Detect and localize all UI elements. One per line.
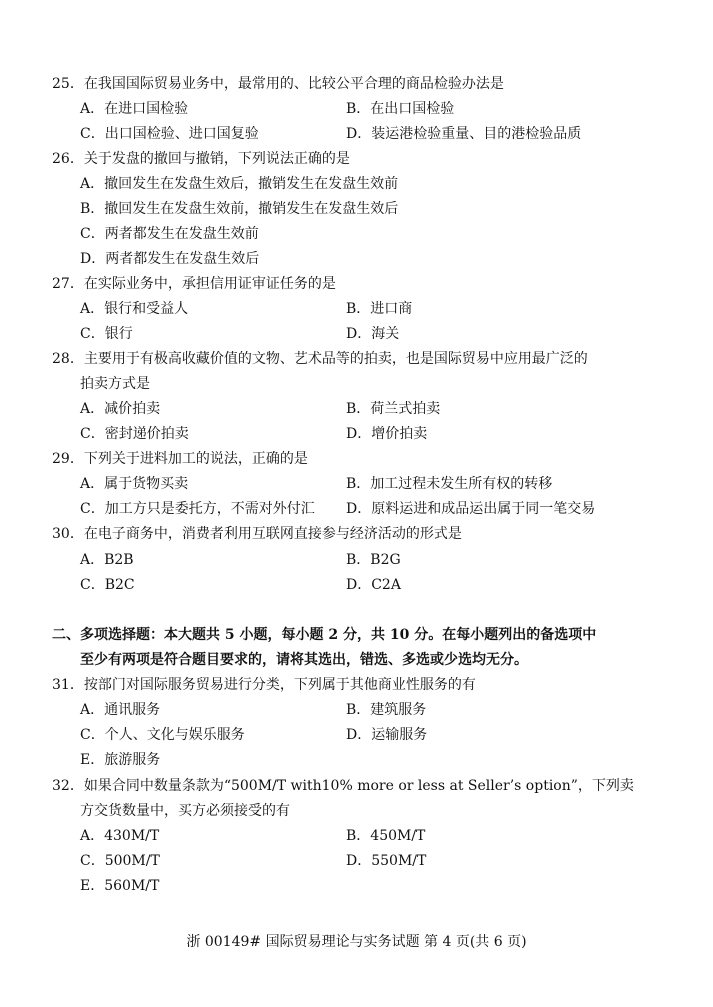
option-29c: C．加工方只是委托方，不需对外付汇 bbox=[80, 501, 315, 517]
option-30d: D．C2A bbox=[346, 577, 401, 593]
option-30c: C．B2C bbox=[80, 577, 135, 593]
question-29: 29．下列关于进料加工的说法，正确的是 bbox=[52, 451, 308, 467]
option-26a: A．撤回发生在发盘生效后，撤销发生在发盘生效前 bbox=[80, 176, 399, 192]
question-30: 30．在电子商务中，消费者利用互联网直接参与经济活动的形式是 bbox=[52, 526, 462, 542]
option-26b: B．撤回发生在发盘生效前，撤销发生在发盘生效后 bbox=[80, 201, 399, 217]
option-28a: A．减价拍卖 bbox=[80, 401, 161, 417]
question-28: 28．主要用于有极高收藏价值的文物、艺术品等的拍卖，也是国际贸易中应用最广泛的 bbox=[52, 351, 588, 367]
option-32d: D．550M/T bbox=[346, 853, 427, 869]
page-footer: 浙 00149# 国际贸易理论与实务试题 第 4 页(共 6 页) bbox=[186, 934, 527, 950]
option-26c: C．两者都发生在发盘生效前 bbox=[80, 226, 259, 242]
option-32c: C．500M/T bbox=[80, 853, 160, 869]
option-27c: C．银行 bbox=[80, 326, 133, 342]
option-32b: B．450M/T bbox=[346, 828, 426, 844]
option-28d: D．增价拍卖 bbox=[346, 426, 428, 442]
option-29a: A．属于货物买卖 bbox=[80, 476, 189, 492]
option-30a: A．B2B bbox=[80, 552, 134, 568]
question-32-cont: 方交货数量中，买方必须接受的有 bbox=[80, 803, 290, 819]
option-25a: A．在进口国检验 bbox=[80, 101, 189, 117]
option-25b: B．在出口国检验 bbox=[346, 101, 455, 117]
option-27a: A．银行和受益人 bbox=[80, 301, 189, 317]
option-31a: A．通讯服务 bbox=[80, 702, 161, 718]
option-32e: E．560M/T bbox=[80, 878, 160, 894]
option-26d: D．两者都发生在发盘生效后 bbox=[80, 251, 260, 267]
option-27b: B．进口商 bbox=[346, 301, 413, 317]
option-31e: E．旅游服务 bbox=[80, 752, 161, 768]
option-31b: B．建筑服务 bbox=[346, 702, 427, 718]
option-29b: B．加工过程未发生所有权的转移 bbox=[346, 476, 553, 492]
option-30b: B．B2G bbox=[346, 552, 401, 568]
option-28c: C．密封递价拍卖 bbox=[80, 426, 189, 442]
question-31: 31．按部门对国际服务贸易进行分类，下列属于其他商业性服务的有 bbox=[52, 677, 476, 693]
option-28b: B．荷兰式拍卖 bbox=[346, 401, 441, 417]
question-25: 25．在我国国际贸易业务中，最常用的、比较公平合理的商品检验办法是 bbox=[52, 76, 504, 92]
option-31c: C．个人、文化与娱乐服务 bbox=[80, 727, 245, 743]
question-28-cont: 拍卖方式是 bbox=[80, 376, 150, 392]
option-25c: C．出口国检验、进口国复验 bbox=[80, 126, 259, 142]
option-27d: D．海关 bbox=[346, 326, 400, 342]
option-29d: D．原料运进和成品运出属于同一笔交易 bbox=[346, 501, 596, 517]
question-32: 32．如果合同中数量条款为“500M/T with10% more or less at Seller’s option”，下列卖 bbox=[52, 778, 634, 794]
option-31d: D．运输服务 bbox=[346, 727, 428, 743]
section-heading-cont: 至少有两项是符合题目要求的，请将其选出，错选、多选或少选均无分。 bbox=[80, 652, 528, 668]
section-heading: 二、多项选择题：本大题共 5 小题，每小题 2 分，共 10 分。在每小题列出的备选项中 bbox=[52, 627, 597, 643]
option-25d: D．装运港检验重量、目的港检验品质 bbox=[346, 126, 582, 142]
option-32a: A．430M/T bbox=[80, 828, 160, 844]
question-26: 26．关于发盘的撤回与撤销，下列说法正确的是 bbox=[52, 151, 350, 167]
question-27: 27．在实际业务中，承担信用证审证任务的是 bbox=[52, 276, 336, 292]
